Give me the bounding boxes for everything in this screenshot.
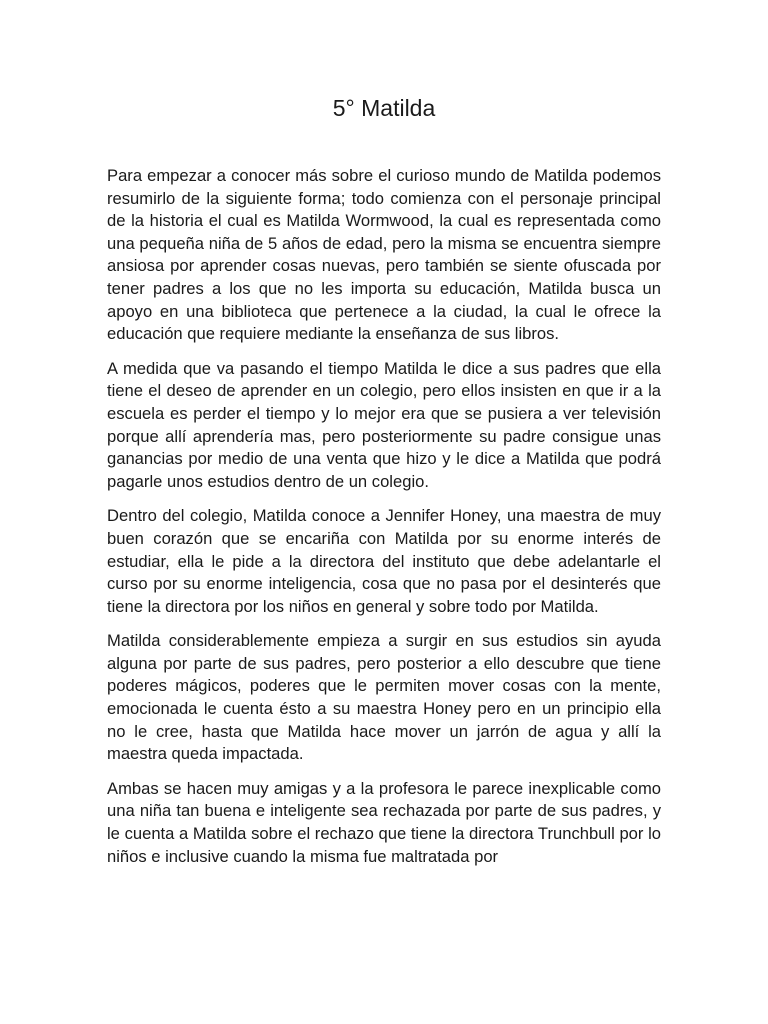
document-title: 5° Matilda	[332, 95, 436, 121]
paragraph: A medida que va pasando el tiempo Matilda le dice a sus padres que ella tiene el deseo de aprender en un colegio, pero ellos insisten en que ir a la escuela es perder el tiempo y lo mejor era que se pusiera a ver televisión porque allí aprendería mas, pero posteriormente su padre consigue unas ganancias por medio de una venta que hizo y le dice a Matilda que podrá pagarle unos estudios dentro de un colegio.	[107, 358, 661, 491]
paragraph: Ambas se hacen muy amigas y a la profesora le parece inexplicable como una niña tan buena e inteligente sea rechazada por parte de sus padres, y le cuenta a Matilda sobre el rechazo que tiene la directora Trunchbull por lo niños e inclusive cuando la misma fue maltratada por	[107, 778, 661, 866]
paragraph: Matilda considerablemente empieza a surgir en sus estudios sin ayuda alguna por parte de sus padres, pero posterior a ello descubre que tiene poderes mágicos, poderes que le permiten mover cosas con la mente, emocionada le cuenta ésto a su maestra Honey pero en un principio ella no le cree, hasta que Matilda hace mover un jarrón de agua y allí la maestra queda impactada.	[107, 631, 661, 764]
paragraph: Para empezar a conocer más sobre el curioso mundo de Matilda podemos resumirlo de la siguiente forma; todo comienza con el personaje principal de la historia el cual es Matilda Wormwood, la cual es representada como una pequeña niña de 5 años de edad, pero la misma se encuentra siempre ansiosa por aprender cosas nuevas, pero también se siente ofuscada por tener padres a los que no les importa su educación, Matilda busca un apoyo en una biblioteca que pertenece a la ciudad, la cual le ofrece la educación que requiere mediante la enseñanza de sus libros.	[107, 166, 661, 344]
document-body	[107, 165, 661, 880]
paragraph: Dentro del colegio, Matilda conoce a Jennifer Honey, una maestra de muy buen corazón que se encariña con Matilda por su enorme interés de estudiar, ella le pide a la directora del instituto que debe adelantarle el curso por su enorme inteligencia, cosa que no pasa por el desinterés que tiene la directora por los niños en general y sobre todo por Matilda.	[107, 506, 661, 616]
